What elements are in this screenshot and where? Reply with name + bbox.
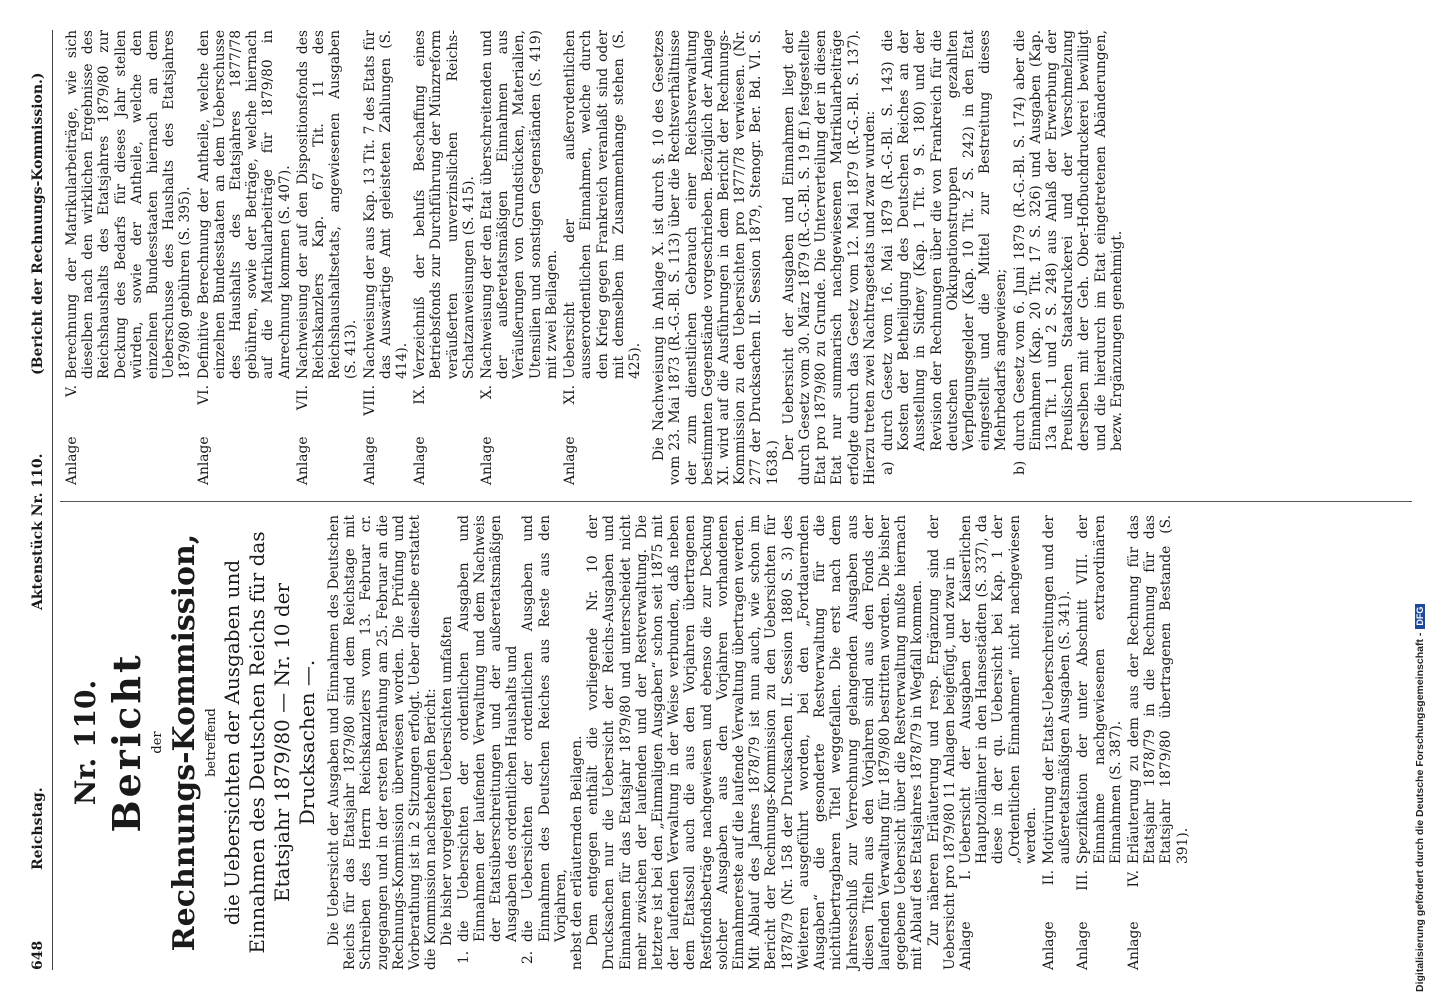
anlage-entry <box>958 515 1039 970</box>
anlage-entry <box>412 30 477 485</box>
sub-item-letter: a) <box>879 461 896 475</box>
report-number: Nr. 110. <box>69 679 102 806</box>
anlage-entry <box>1041 515 1073 970</box>
digitization-text: Digitalisierung gefördert durch die Deutsche Forschungsgemeinschaft - <box>1414 632 1426 992</box>
list-item-number: 1. <box>455 950 472 964</box>
sub-item-text: durch Gesetz vom 6. Juni 1879 (R.-G.-Bl. S. 174) aber die Einnahmen (Kap. 20 Tit. 17 S. 326) und Ausgaben (Kap. 13a Tit. 1 und 2 S. 248) aus Anlaß der Erwerbung der Preußischen Staatsdruckerei und der Verschmelzung derselben mit der Geh. Ober-Hofbuchdruckerei bewilligt und die hierdurch im Etat eingetretenen Abänderungen, bezw. Ergänzungen genehmigt. <box>1011 30 1125 451</box>
rotated-document-page <box>12 10 1422 990</box>
anlage-text: Nachweisung der den Etat überschreitenden und der außeretatsmäßigen Einnahmen aus Veräußerungen von Grundstücken, Materialien, Utensilien und sonstigen Gegenständen (S. 419) mit zwei Beilagen. <box>479 30 560 379</box>
anlage-label: Anlage <box>412 436 429 485</box>
paragraph-previous: Die bisher vorgelegten Uebersichten umfaßten <box>439 615 456 946</box>
paragraph-etat: Der Uebersicht der Ausgaben und Einnahmen liegt der durch Gesetz vom 30. März 1879 (R.-G.-Bl. S. 19 ff.) festgestellte Etat pro 1879/80 zu Grunde. Die Unterverteilung der in diesen Etat nur summarisch nachgewiesenen Matrikularbeiträge erfolgte durch das Gesetz vom 12. Mai 1879 (R.-G.-Bl. S. 137). Hierzu treten zwei Nachtragsetats und zwar wurden: <box>780 30 878 485</box>
paragraph-main: Dem entgegen enthält die vorliegende Nr. 10 der Drucksachen nur die Uebersicht der Reichs-Ausgaben und Einnahmen für das Etatsjahr 1879/80 und unterscheidet nicht mehr zwischen der laufenden und der Restverwaltung. Die letztere ist bei den „Einmaligen Ausgaben“ schon seit 1875 mit der laufenden Verwaltung in der Weise verbunden, daß neben dem Etatssoll auch die aus den Vorjahren übertragenen Restfondsbeträge nachgewiesen und ebenso die zur Deckung solcher Ausgaben aus den Vorjahren vorhandenen Einnahmereste auf die laufende Verwaltung übertragen werden. Mit Ablauf des Jahres 1878/79 ist nun auch, wie schon im Bericht der Rechnungs-Kommission zu den Uebersichten für 1878/79 (Nr. 158 der Drucksachen II. Session 1880 S. 3) des Weiteren ausgeführt worden, bei den „Fortdauernden Ausgaben“ die gesonderte Restverwaltung für die nichtübertragbaren Titel weggefallen. Die erst nach dem Jahresschluß zur Verrechnung gelangenden Ausgaben aus diesen Titeln aus den Vorjahren sind aus den Fonds der laufenden Verwaltung für 1879/80 bestritten worden. Die bisher gegebene Uebersicht über die Restverwaltung mußte hiernach mit Ablauf des Etatsjahres 1878/79 in Wegfall kommen. <box>585 515 926 970</box>
anlage-label: Anlage <box>195 436 212 485</box>
anlage-entry <box>196 30 293 485</box>
header-left-title: Reichstag. <box>30 787 46 870</box>
anlage-text: Verzeichniß der behufs Beschaffung eines Betriebsfonds zur Durchführung der Münzreform veräußerten unverzinslichen Reichs-Schatzanweisungen (S. 415). <box>412 30 477 379</box>
title-der: der <box>150 731 165 754</box>
header-center-title: Aktenstück Nr. 110. <box>30 453 46 610</box>
report-title-block <box>68 515 320 970</box>
anlage-numeral: VIII. <box>361 385 378 416</box>
anlage-entry <box>362 30 411 485</box>
anlage-numeral: VII. <box>294 385 311 411</box>
anlage-numeral: VI. <box>195 385 212 405</box>
paragraph-intro: Die Uebersicht der Ausgaben und Einnahmen des Deutschen Reichs für das Etatsjahr 1879/80 sind dem Reichstage mit Schreiben des Herrn Reichskanzlers vom 13. Februar cr. zugegangen und in der ersten Berathung am 25. Februar an die Rechnungs-Kommission überwiesen worden. Die Prüfung und Vorberathung ist in 2 Sitzungen erfolgt. Ueber dieselbe erstattet die Kommission nachstehenden Bericht: <box>326 515 440 970</box>
paragraph-beilagen: nebst den erläuternden Beilagen. <box>569 735 586 970</box>
sub-item-letter: b) <box>1011 460 1028 475</box>
commission-name: Rechnungs-Kommission, <box>167 533 202 952</box>
anlage-entry <box>1075 515 1124 970</box>
list-item <box>456 515 521 970</box>
anlage-label: Anlage <box>1040 921 1057 970</box>
anlage-text: Spezifikation der unter Abschnitt VIII. der Einnahme nachgewiesenen extraordinären Einnahmen (S. 387). <box>1075 515 1124 864</box>
anlage-text: Motivirung der Etats-Ueberschreitungen und der außeretatsmäßigen Ausgaben (S. 341). <box>1040 515 1074 864</box>
sub-item <box>880 30 1010 485</box>
anlage-text: Nachweisung der auf den Dispositionsfonds des Reichskanzlers Kap. 67 Tit. 11 des Reichshaushaltsetats, angewiesenen Ausgaben (S. 413). <box>294 30 360 379</box>
anlage-text: Uebersicht der außerordentlichen ausserordentlichen Einnahmen, welche durch den Krieg gegen Frankreich veranlaßt sind oder mit demselben im Zusammenhange stehen (S. 425). <box>562 30 643 379</box>
anlage-label: Anlage <box>294 436 311 485</box>
anlage-numeral: IX. <box>412 385 429 405</box>
anlage-label: Anlage <box>957 921 974 970</box>
list-item-text: die Uebersichten der ordentlichen Ausgaben und Einnahmen der laufenden Verwaltung und dem Nachweis der Etatsüberschreitungen und der außeretatsmäßigen Ausgaben des ordentlichen Haushalts und <box>455 515 521 942</box>
anlage-label: Anlage <box>1125 921 1142 970</box>
anlage-numeral: III. <box>1075 870 1092 891</box>
anlage-numeral: XI. <box>562 385 579 405</box>
header-right-title: (Bericht der Rechnungs-Kommission.) <box>30 72 46 375</box>
paragraph-anlage-x: Die Nachweisung in Anlage X. ist durch §. 10 des Gesetzes vom 23. Mai 1873 (R.-G.-Bl. S. 113) über die Rechtsverhältnisse der zum dienstlichen Gebrauch einer Reichsverwaltung bestimmten Gegenstände vorgeschrieben. Bezüglich der Anlage XI. wird auf die Ausführungen in dem Bericht der Rechnungs-Kommission zu den Uebersichten pro 1877/78 verwiesen. (Nr. 277 der Drucksachen II. Session 1879, Stenogr. Ber. Bd. VI. S. 1638.) <box>651 30 781 485</box>
list-item-number: 2. <box>520 950 537 964</box>
anlage-label: Anlage <box>562 436 579 485</box>
anlage-label: Anlage <box>64 436 80 485</box>
anlage-numeral: V. <box>64 385 80 397</box>
anlage-numeral: I. <box>957 870 974 880</box>
right-column <box>64 30 1125 485</box>
anlage-entry <box>295 30 360 485</box>
anlage-entry <box>562 30 643 485</box>
report-subject: die Uebersichten der Ausgaben und Einnahmen des Deutschen Reichs für das Etatsjahr 1879/80 — Nr. 10 der Drucksachen —. <box>220 531 319 954</box>
digitization-credit <box>1414 12 1430 992</box>
sub-item <box>1012 30 1125 485</box>
anlage-label: Anlage <box>479 436 496 485</box>
anlage-entry <box>1126 515 1191 970</box>
anlage-text: Erläuterung zu dem aus der Rechnung für das Etatsjahr 1878/79 in die Rechnung für das Etatsjahr 1879/80 übertragenen Bestande (S. 391). <box>1125 515 1191 864</box>
anlage-numeral: II. <box>1040 870 1057 886</box>
report-heading: Bericht <box>104 652 149 833</box>
anlage-numeral: X. <box>479 385 496 400</box>
anlage-label: Anlage <box>1075 921 1092 970</box>
list-item <box>520 515 569 970</box>
title-betreffend: betreffend <box>204 708 219 777</box>
anlage-text: Nachweisung der aus Kap. 13 Tit. 7 des Etats für das Auswärtige Amt geleisteten Zahlungen (S. 414). <box>361 30 411 379</box>
page-number: 648 <box>30 940 46 970</box>
running-header <box>30 30 53 970</box>
dfg-logo: DFG <box>1415 604 1425 629</box>
anlage-text: Definitive Berechnung der Antheile, welche den einzelnen Bundesstaaten an dem Ueberschusse des Haushalts des Etatsjahres 1877/78 gebühren, sowie der Beträge, welche hiernach auf die Matrikularbeiträge für 1879/80 in Anrechnung kommen (S. 407). <box>195 30 293 379</box>
anlage-entry <box>479 30 560 485</box>
list-item-text: die Uebersichten der ordentlichen Ausgaben und Einnahmen des Deutschen Reiches aus Reste aus den Vorjahren, <box>520 515 569 942</box>
left-column <box>64 515 1193 970</box>
column-divider <box>60 501 1412 502</box>
anlage-numeral: IV. <box>1125 870 1142 888</box>
anlage-label: Anlage <box>361 436 378 485</box>
anlage-text: Uebersicht der Ausgaben der Kaiserlichen Hauptzollämter in den Hansestädten (S. 337), da diese in der qu. Uebersicht bei Kap. 1 der „Ordentlichen Einnahmen“ nicht nachgewiesen werden. <box>957 515 1039 864</box>
anlage-entry <box>64 30 194 485</box>
anlage-text: Berechnung der Matrikularbeiträge, wie sich dieselben nach den wirklichen Ergebnisse des Reichshaushalts des Etatsjahres 1879/80 zur Deckung des Bedarfs für dieses Jahr stellen würden, sowie der Antheile, welche den einzelnen Bundesstaaten hiernach an dem Ueberschusse des Haushalts des Etatsjahres 1879/80 gebühren (S. 395). <box>64 30 194 379</box>
sub-item-text: durch Gesetz vom 16. Mai 1879 (R.-G.-Bl. S. 143) die Kosten der Betheiligung des Deutschen Reiches an der Ausstellung in Sidney (Kap. 1 Tit. 9 S. 180) und der Revision der Rechnungen über die von Frankreich für die deutschen Okkupationstruppen gezahlten Verpflegungsgelder (Kap. 10 Tit. 2 S. 242) in den Etat eingestellt und die Mittel zur Bestreitung dieses Mehrbedarfs angewiesen; <box>879 30 1010 451</box>
paragraph-anlagen-intro: Zur näheren Erläuterung und resp. Ergänzung sind der Uebersicht pro 1879/80 11 Anlagen beigefügt, und zwar in <box>925 515 958 970</box>
